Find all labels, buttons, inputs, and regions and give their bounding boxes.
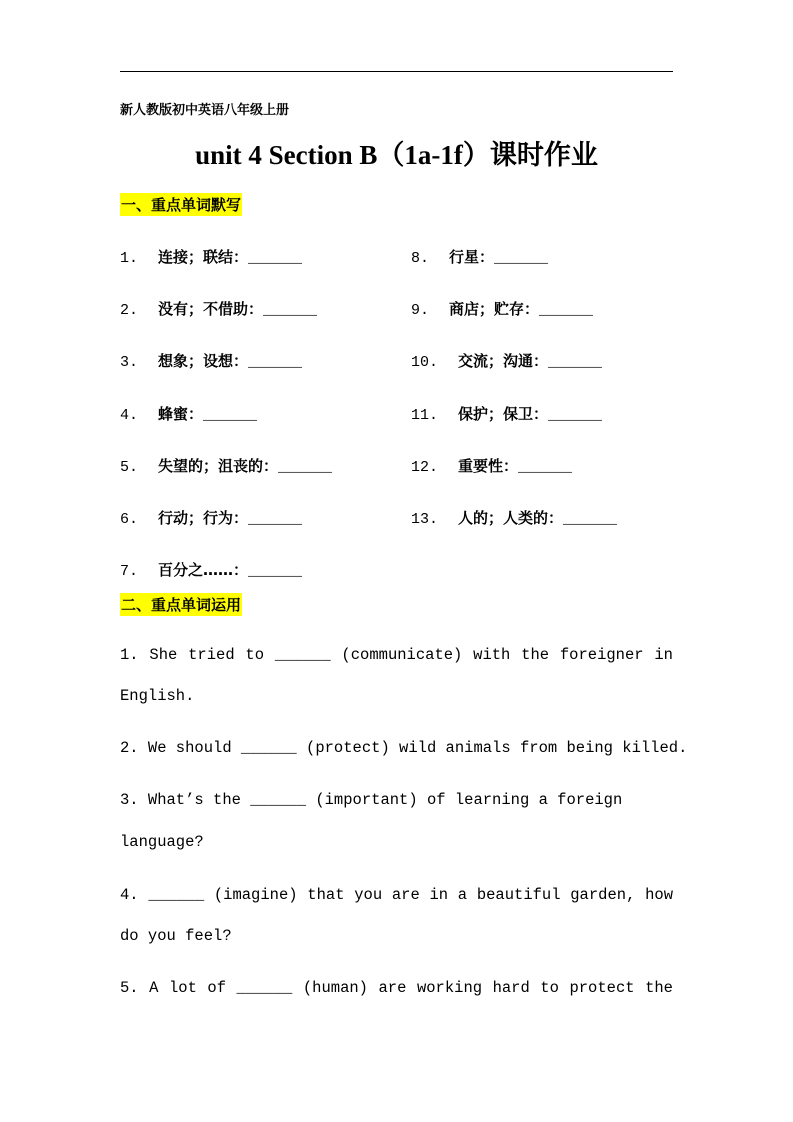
vocab-item-2 bbox=[120, 298, 317, 319]
vocab-text: 保护；保卫： bbox=[458, 405, 549, 423]
vocab-text: 行星： bbox=[449, 248, 495, 266]
vocab-blank[interactable]: ______ bbox=[278, 459, 333, 476]
vocab-item-3 bbox=[120, 350, 302, 371]
exercise-line: English. bbox=[120, 687, 195, 705]
exercise-line: 4. ______ (imagine) that you are in a beautiful garden, how bbox=[120, 886, 673, 904]
vocab-blank[interactable]: ______ bbox=[548, 407, 603, 424]
vocab-item-9 bbox=[411, 298, 593, 319]
vocab-num: 1. bbox=[120, 250, 139, 267]
page-title: unit 4 Section B（1a-1f）课时作业 bbox=[195, 140, 598, 170]
vocab-text: 交流；沟通： bbox=[458, 352, 549, 370]
section1-heading: 一、重点单词默写 bbox=[120, 193, 242, 216]
vocab-item-1 bbox=[120, 246, 302, 267]
vocab-blank[interactable]: ______ bbox=[203, 407, 258, 424]
vocab-text: 人的；人类的： bbox=[458, 509, 564, 527]
vocab-text: 连接；联结： bbox=[158, 248, 249, 266]
document-header: 新人教版初中英语八年级上册 bbox=[120, 103, 290, 118]
section2-heading: 二、重点单词运用 bbox=[120, 593, 242, 616]
vocab-num: 12. bbox=[411, 459, 439, 476]
vocab-num: 8. bbox=[411, 250, 430, 267]
vocab-blank[interactable]: ______ bbox=[539, 302, 594, 319]
vocab-item-7 bbox=[120, 559, 302, 580]
vocab-item-12 bbox=[411, 455, 572, 476]
vocab-text: 行动；行为： bbox=[158, 509, 249, 527]
vocab-num: 9. bbox=[411, 302, 430, 319]
vocab-blank[interactable]: ______ bbox=[518, 459, 573, 476]
exercise-line: 3. What’s the ______ (important) of learning a foreign bbox=[120, 791, 623, 809]
vocab-num: 3. bbox=[120, 354, 139, 371]
vocab-num: 13. bbox=[411, 511, 439, 528]
vocab-item-8 bbox=[411, 246, 548, 267]
top-rule bbox=[120, 71, 673, 72]
vocab-num: 7. bbox=[120, 563, 139, 580]
vocab-num: 2. bbox=[120, 302, 139, 319]
vocab-blank[interactable]: ______ bbox=[248, 354, 303, 371]
vocab-item-11 bbox=[411, 403, 602, 424]
vocab-text: 重要性： bbox=[458, 457, 519, 475]
vocab-blank[interactable]: ______ bbox=[494, 250, 549, 267]
vocab-text: 百分之……： bbox=[158, 561, 249, 579]
vocab-blank[interactable]: ______ bbox=[248, 250, 303, 267]
vocab-blank[interactable]: ______ bbox=[263, 302, 318, 319]
vocab-num: 4. bbox=[120, 407, 139, 424]
vocab-text: 蜂蜜： bbox=[158, 405, 204, 423]
exercise-line: 5. A lot of ______ (human) are working hard to protect the bbox=[120, 979, 673, 997]
vocab-blank[interactable]: ______ bbox=[248, 511, 303, 528]
vocab-text: 想象；设想： bbox=[158, 352, 249, 370]
vocab-num: 11. bbox=[411, 407, 439, 424]
exercise-line: 2. We should ______ (protect) wild animals from being killed. bbox=[120, 739, 688, 757]
vocab-text: 失望的；沮丧的： bbox=[158, 457, 279, 475]
vocab-blank[interactable]: ______ bbox=[548, 354, 603, 371]
vocab-num: 6. bbox=[120, 511, 139, 528]
vocab-item-4 bbox=[120, 403, 257, 424]
vocab-num: 5. bbox=[120, 459, 139, 476]
vocab-blank[interactable]: ______ bbox=[563, 511, 618, 528]
vocab-num: 10. bbox=[411, 354, 439, 371]
exercise-line: language? bbox=[120, 833, 204, 851]
exercise-line: 1. She tried to ______ (communicate) with the foreigner in bbox=[120, 646, 673, 664]
vocab-item-6 bbox=[120, 507, 302, 528]
vocab-text: 商店；贮存： bbox=[449, 300, 540, 318]
exercise-line: do you feel? bbox=[120, 927, 232, 945]
vocab-item-13 bbox=[411, 507, 617, 528]
vocab-item-5 bbox=[120, 455, 332, 476]
vocab-item-10 bbox=[411, 350, 602, 371]
vocab-text: 没有；不借助： bbox=[158, 300, 264, 318]
vocab-blank[interactable]: ______ bbox=[248, 563, 303, 580]
